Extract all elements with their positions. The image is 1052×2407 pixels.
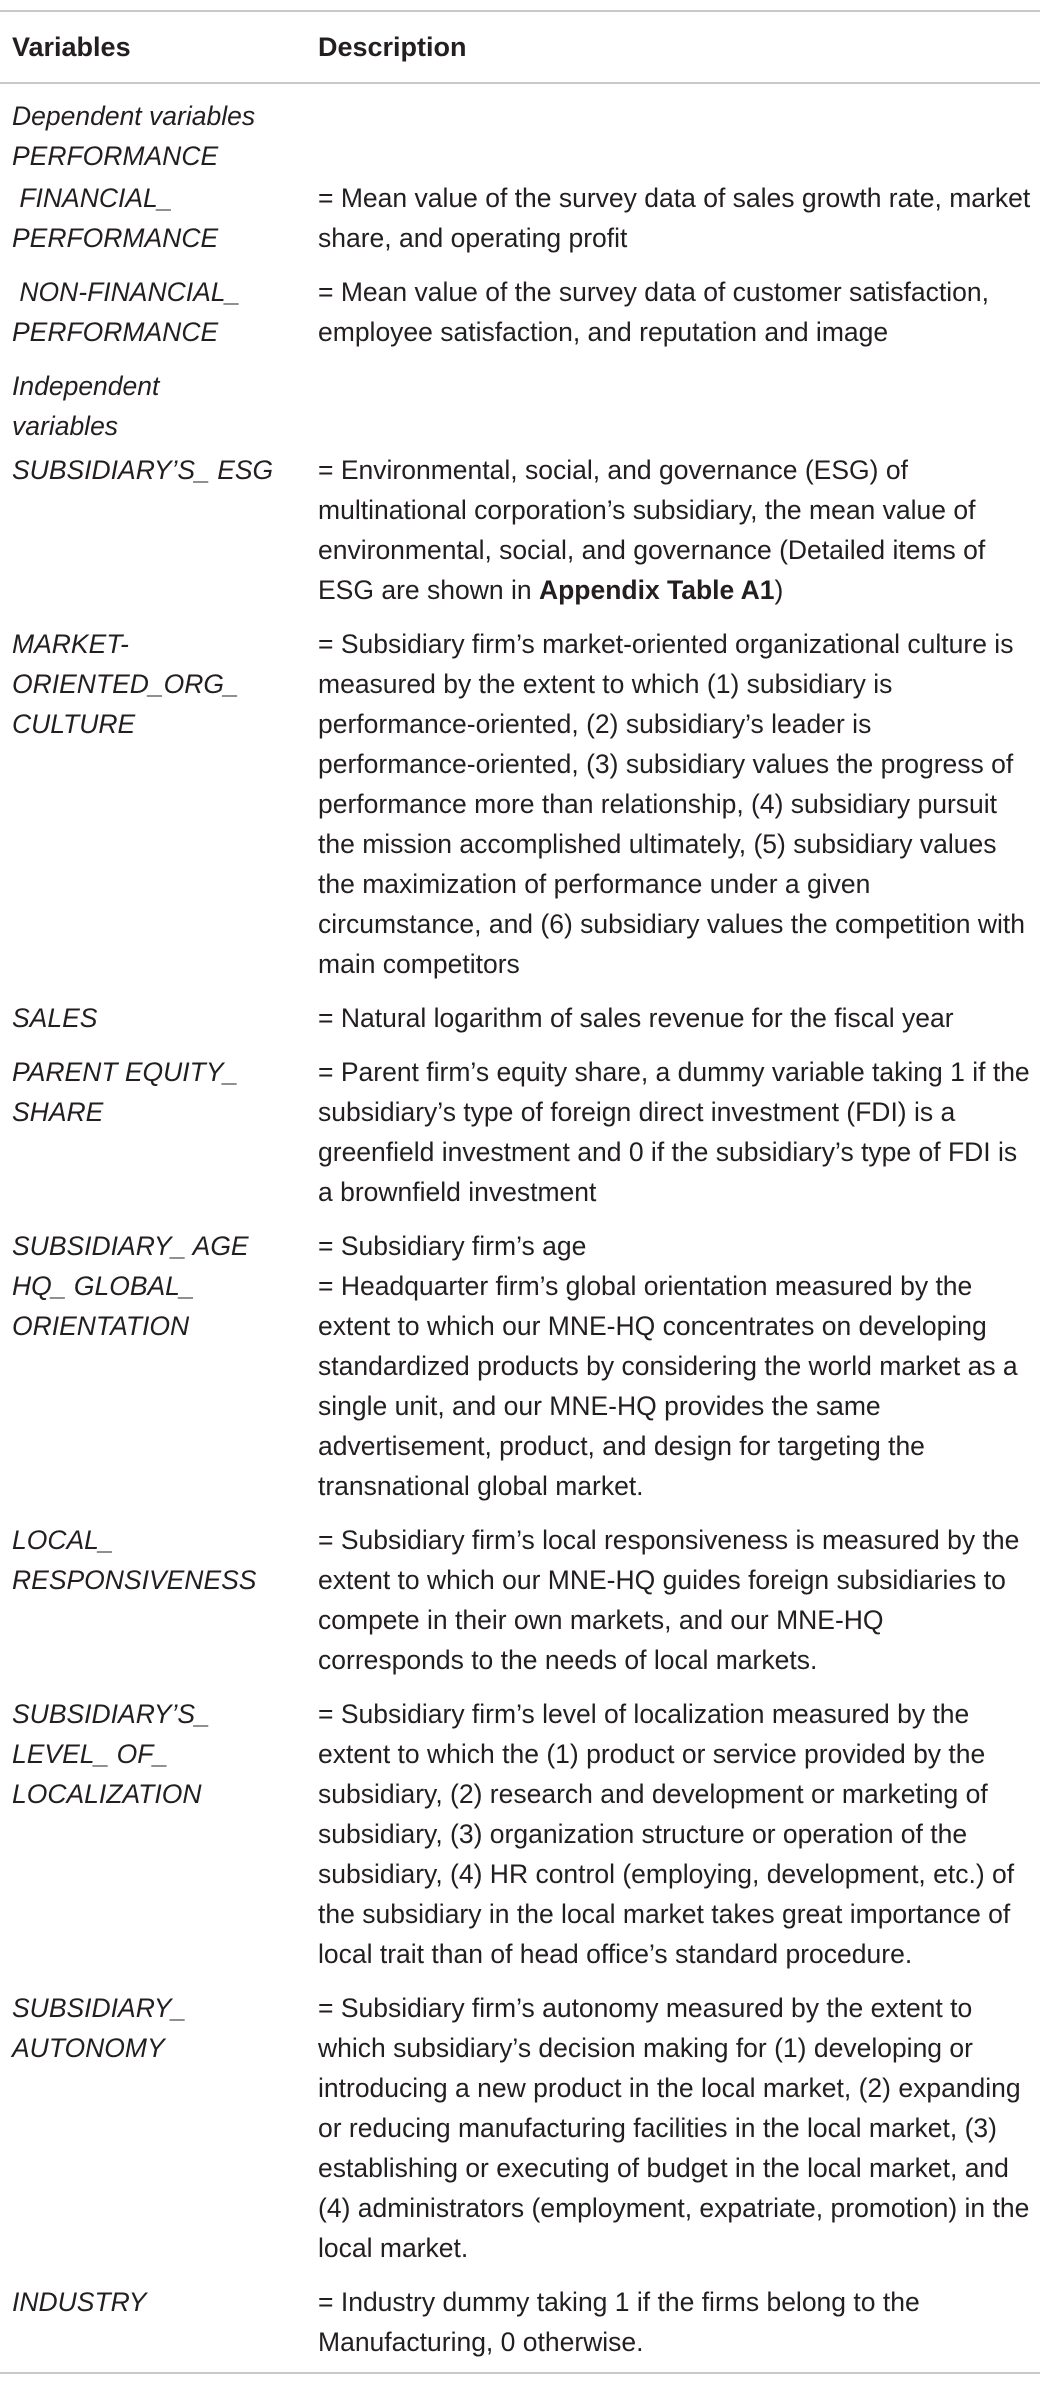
table-row [0,366,1040,446]
variable-description: = Industry dummy taking 1 if the firms belong to the Manufacturing, 0 otherwise. [318,2287,920,2357]
table-row [0,998,1040,1038]
variable-name: FINANCIAL_ PERFORMANCE [12,183,219,253]
variable-name: NON-FINANCIAL_ PERFORMANCE [12,277,241,347]
variable-description [306,450,1040,610]
table-header [0,12,1040,82]
table-row [0,96,1040,136]
variable-name: SALES [12,1003,98,1033]
table-row [0,1052,1040,1212]
variable-name: PARENT EQUITY_ SHARE [12,1057,239,1127]
variable-name: SUBSIDIARY_ AUTONOMY [12,1993,187,2063]
variable-description: = Subsidiary firm’s age [318,1231,587,1261]
table-row [0,1520,1040,1680]
table-row [0,450,1040,610]
variable-name: SUBSIDIARY’S_ ESG [12,455,274,485]
variable-description: = Subsidiary firm’s local responsiveness is measured by the extent to which our MNE-HQ guides foreign subsidiaries to compete in their own markets, and our MNE-HQ corresponds to the needs of local markets. [318,1525,1020,1675]
description-text: = Environmental, social, and governance (ESG) of multinational corporation’s subsidiary, the mean value of environmental, social, and governance (Detailed items of ESG are shown in [318,455,986,605]
table-row [0,2282,1040,2362]
variable-description: = Mean value of the survey data of customer satisfaction, employee satisfaction, and reputation and image [318,277,989,347]
header-variables: Variables [12,31,131,62]
variable-description: = Subsidiary firm’s market-oriented organizational culture is measured by the extent to which (1) subsidiary is performance-oriented, (2) subsidiary’s leader is performance-oriented, (3) subsidiary values the progress of performance more than relationship, (4) subsidiary pursuit the mission accomplished ultimately, (5) subsidiary values the maximization of performance under a given circumstance, and (6) subsidiary values the competition with main competitors [318,629,1025,979]
table-row [0,624,1040,984]
table-row [0,136,1040,176]
variable-name: HQ_ GLOBAL_ ORIENTATION [12,1271,195,1341]
variable-description: = Mean value of the survey data of sales growth rate, market share, and operating profit [318,183,1031,253]
bottom-rule [0,2372,1040,2374]
table-row [0,1266,1040,1506]
table-row [0,178,1040,258]
variable-description: = Parent firm’s equity share, a dummy variable taking 1 if the subsidiary’s type of foreign direct investment (FDI) is a greenfield investment and 0 if the subsidiary’s type of FDI is a brownfield investment [318,1057,1030,1207]
table-body [0,84,1040,2372]
header-description: Description [318,31,467,62]
variable-name: LOCAL_ RESPONSIVENESS [12,1525,257,1595]
variable-description: = Subsidiary firm’s level of localization measured by the extent to which the (1) product or service provided by the subsidiary, (2) research and development or marketing of subsidiary, (3) organization structure or operation of the subsidiary, (4) HR control (employing, development, etc.) of the subsidiary in the local market takes great importance of local trait than of head office’s standard procedure. [318,1699,1015,1969]
table-row [0,1226,1040,1266]
variable-name: MARKET- ORIENTED_ORG_ CULTURE [12,629,239,739]
description-tail: ) [774,575,784,605]
variable-name: Dependent variables [12,101,256,131]
variable-description: = Headquarter firm’s global orientation measured by the extent to which our MNE-HQ concentrates on developing standardized products by considering the world market as a single unit, and our MNE-HQ provides the same advertisement, product, and design for targeting the transnational global market. [318,1271,1018,1501]
appendix-reference-link[interactable]: Appendix Table A1 [538,575,775,605]
variable-name: SUBSIDIARY_ AGE [12,1231,249,1261]
variable-name: Independent variables [12,371,160,441]
table-row [0,1988,1040,2268]
variable-description: = Natural logarithm of sales revenue for the fiscal year [318,1003,954,1033]
variable-name: SUBSIDIARY’S_ LEVEL_ OF_ LOCALIZATION [12,1699,210,1809]
variable-name: PERFORMANCE [12,141,219,171]
table-row [0,1694,1040,1974]
table-row [0,272,1040,352]
variable-name: INDUSTRY [12,2287,147,2317]
variable-description: = Subsidiary firm’s autonomy measured by the extent to which subsidiary’s decision making for (1) developing or introducing a new product in the local market, (2) expanding or reducing manufacturing facilities in the local market, (3) establishing or executing of budget in the local market, and (4) administrators (employment, expatriate, promotion) in the local market. [318,1993,1030,2263]
